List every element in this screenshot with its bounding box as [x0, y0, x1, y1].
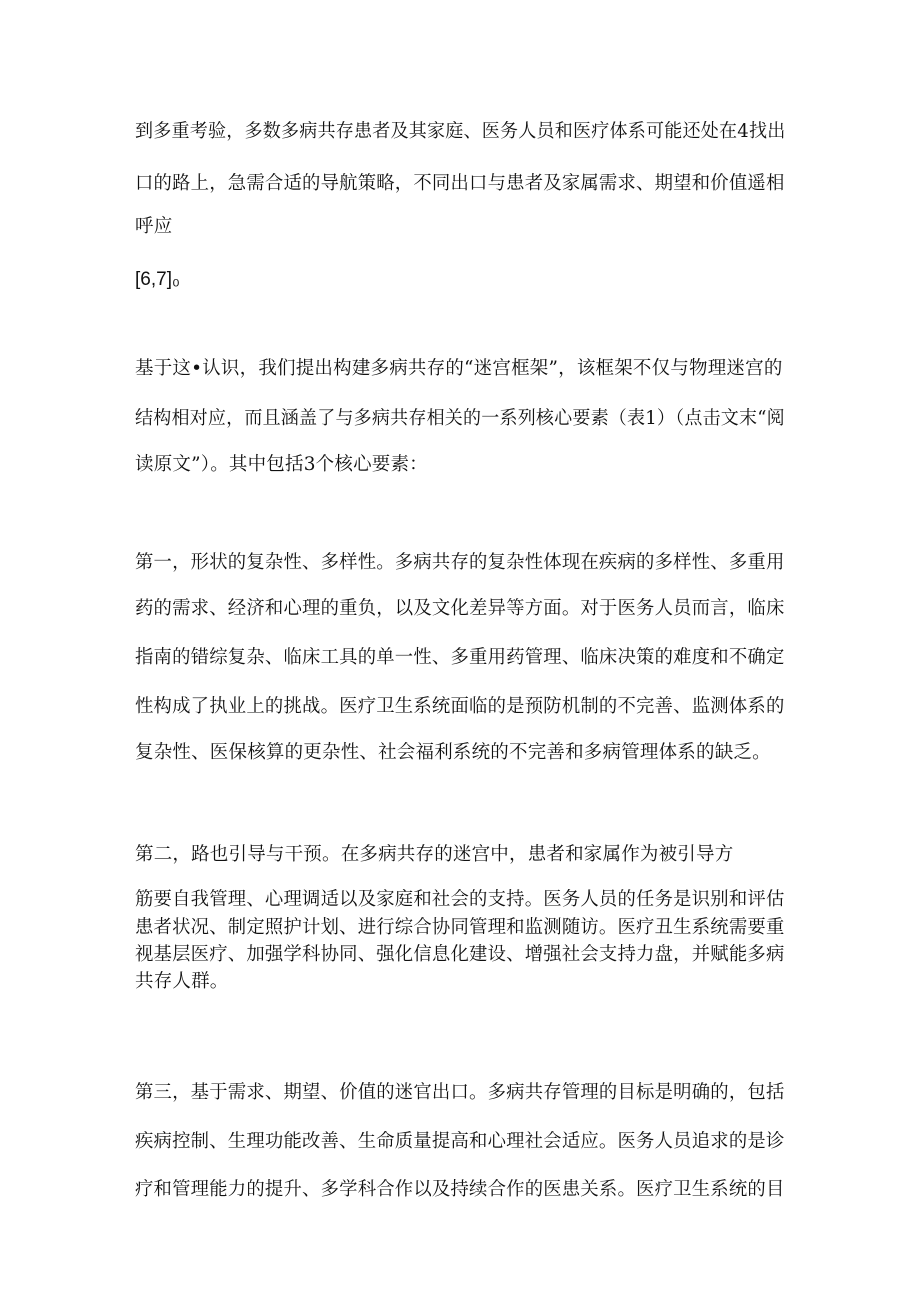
paragraph-line: 药的需求、经济和心理的重负，以及文化差异等方面。对于医务人员而言，临床: [135, 598, 785, 619]
citation-reference: [6,7]₀: [135, 269, 180, 290]
paragraph-line: 筋要自我管理、心理调适以及家庭和社会的支持。医务人员的任务是识别和评估: [135, 889, 785, 910]
paragraph-line: 读原文”）。其中包括3个核心要素：: [135, 454, 428, 475]
paragraph-line: 疾病控制、生理功能改善、生命质量提高和心理社会适应。医务人员追求的是诊: [135, 1131, 785, 1152]
paragraph-line: 呼应: [135, 216, 173, 237]
paragraph-line: 共存人群。: [135, 971, 229, 992]
paragraph-line: 结构相对应，而且涵盖了与多病共存相关的一系列核心要素（表1）（点击文末“阅: [135, 408, 785, 429]
paragraph-line: 复杂性、医保核算的更杂性、社会福利系统的不完善和多病管理体系的缺乏。: [135, 742, 771, 763]
paragraph-line: 到多重考验，多数多病共存患者及其家庭、医务人员和医疗体系可能还处在4找出: [135, 121, 786, 142]
paragraph-line: 疗和管理能力的提升、多学科合作以及持续合作的医患关系。医疗卫生系统的目: [135, 1179, 785, 1200]
paragraph-line: 第二，路也引导与干预。在多病共存的迷宫中，患者和家属作为被引导方: [135, 844, 734, 865]
paragraph-line: 指南的错综复杂、临床工具的单一性、多重用药管理、临床决策的难度和不确定: [135, 647, 785, 668]
paragraph-line: 性构成了执业上的挑战。医疗卫生系统面临的是预防机制的不完善、监测体系的: [135, 696, 785, 717]
paragraph-line: 口的路上，急需合适的导航策略，不同出口与患者及家属需求、期望和价值遥相: [135, 173, 785, 194]
paragraph-line: 第三，基于需求、期望、价值的迷官出口。多病共存管理的目标是明确的，包括: [135, 1082, 785, 1103]
paragraph-line: 基于这•认识，我们提出构建多病共存的“迷宫框架”，该框架不仅与物理迷宫的: [135, 358, 783, 379]
paragraph-line: 视基层医疗、加强学科协同、强化信息化建设、增强社会支持力盘，并赋能多病: [135, 944, 785, 965]
paragraph-line: 患者状况、制定照护计划、进行综合协同管理和监测随访。医疗丑生系统需要重: [135, 917, 785, 938]
paragraph-line: 第一，形状的复杂性、多样性。多病共存的复杂性体现在疾病的多样性、多重用: [135, 552, 785, 573]
